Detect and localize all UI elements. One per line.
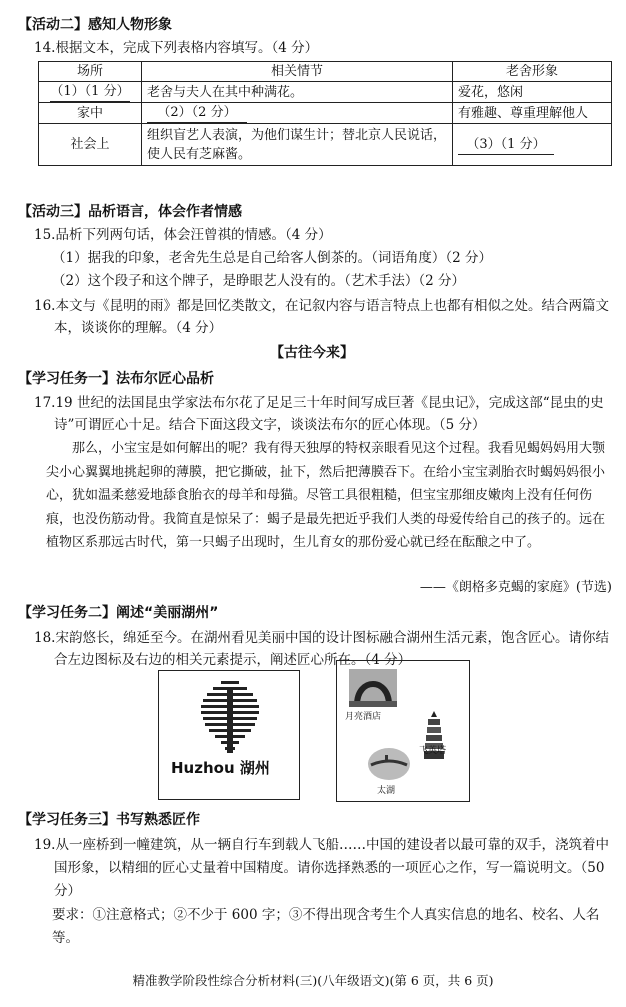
question-16: 16.本文与《昆明的雨》都是回忆类散文，在记叙内容与语言特点上也都有相似之处。结合两篇文本，谈谈你的理解。（4 分） bbox=[34, 298, 609, 336]
table-row bbox=[39, 103, 612, 124]
info-table bbox=[38, 61, 612, 166]
question-15: 15.品析下列两句话，体会汪曾祺的情感。（4 分） bbox=[34, 227, 332, 243]
section-title: 【古往今来】 bbox=[270, 345, 354, 361]
element-label: 太湖 bbox=[377, 786, 396, 796]
question-17: 17.19 世纪的法国昆虫学家法布尔花了足足三十年时间写成巨著《昆虫记》，完成这部“昆虫的史诗”可谓匠心十足。结合下面这段文字，谈谈法布尔的匠心体现。（5 分） bbox=[34, 395, 604, 433]
moon-hotel-icon bbox=[349, 669, 397, 707]
taihu-lake-icon bbox=[367, 747, 411, 781]
table-row bbox=[39, 124, 612, 166]
question-18: 18.宋韵悠长，绵延至今。在湖州看见美丽中国的设计图标融合湖州生活元素，饱含匠心。请你结合左边图标及右边的相关元素提示，阐述匠心所在。（4 分） bbox=[34, 630, 609, 668]
elements-figure bbox=[336, 660, 470, 802]
huzhou-logo-icon bbox=[199, 679, 261, 759]
table-header-row bbox=[39, 62, 612, 82]
activity2-header: 【活动二】感知人物形象 bbox=[18, 17, 172, 33]
question-14: 14.根据文本，完成下列表格内容填写。（4 分） bbox=[34, 40, 319, 56]
task2-header: 【学习任务二】阐述“美丽湖州” bbox=[18, 605, 219, 621]
logo-text: Huzhou 湖州 bbox=[171, 759, 270, 777]
passage: 那么，小宝宝是如何解出的呢？我有得天独厚的特权亲眼看见这个过程。我看见蝎妈妈用大颚尖小心翼翼地挑起卵的薄膜，把它撕破，扯下，然后把薄膜吞下。在给小宝宝剥胎衣时蝎妈妈很小心，犹如温柔慈爱地舔食胎衣的母羊和母猫。尽管工具很粗糙，但宝宝那细皮嫩肉上没有任何伤痕，也没伤筋动骨。我简直是惊呆了：蝎子是最先把近乎我们人类的母爱传给自己的孩子的。远在植物区系那远古时代，第一只蝎子出现时，生儿育女的那份爱心就已经在酝酿之中了。 bbox=[46, 441, 606, 550]
table-cell bbox=[453, 124, 612, 166]
blank-3: （3）（1 分） bbox=[458, 135, 554, 155]
requirements: 要求：①注意格式；②不少于 600 字；③不得出现含考生个人真实信息的地名、校名、人名等。 bbox=[52, 907, 600, 946]
table-cell: 老舍与夫人在其中种满花。 bbox=[142, 82, 453, 103]
table-cell: 有雅趣、尊重理解他人 bbox=[453, 103, 612, 124]
element-label: 月亮酒店 bbox=[345, 712, 382, 722]
blank-2: （2）（2 分） bbox=[147, 103, 247, 123]
task3-header: 【学习任务三】书写熟悉匠作 bbox=[18, 812, 200, 828]
table-cell: 社会上 bbox=[39, 124, 142, 166]
task1-header: 【学习任务一】法布尔匠心品析 bbox=[18, 371, 214, 387]
table-cell bbox=[142, 103, 453, 124]
question-19: 19.从一座桥到一幢建筑，从一辆自行车到载人飞船……中国的建设者以最可靠的双手，浇筑着中国形象，以精细的匠心丈量着中国精度。请你选择熟悉的一项匠心之作，写一篇说明文。（50 分） bbox=[34, 837, 609, 899]
table-cell: 爱花，悠闲 bbox=[453, 82, 612, 103]
question-15-1: （1）据我的印象，老舍先生总是自己给客人倒茶的。（词语角度）（2 分） bbox=[52, 250, 492, 266]
table-header: 老舍形象 bbox=[453, 62, 612, 82]
table-header: 相关情节 bbox=[142, 62, 453, 82]
table-row bbox=[39, 82, 612, 103]
table-cell: 家中 bbox=[39, 103, 142, 124]
table-cell: 组织盲艺人表演，为他们谋生计；替北京人民说话，使人民有芝麻酱。 bbox=[142, 124, 453, 166]
page-footer: 精准教学阶段性综合分析材料(三)(八年级语文)(第 6 页，共 6 页) bbox=[132, 973, 494, 988]
activity3-header: 【活动三】品析语言，体会作者情感 bbox=[18, 204, 242, 220]
question-15-2: （2）这个段子和这个牌子，是睁眼艺人没有的。（艺术手法）（2 分） bbox=[52, 273, 465, 289]
huzhou-logo-figure bbox=[158, 670, 300, 800]
passage-source: ——《朗格多克蝎的家庭》(节选) bbox=[419, 580, 612, 595]
table-header: 场所 bbox=[39, 62, 142, 82]
blank-1: （1）（1 分） bbox=[50, 82, 129, 102]
element-label: 飞英塔 bbox=[419, 746, 447, 756]
table-cell bbox=[39, 82, 142, 103]
